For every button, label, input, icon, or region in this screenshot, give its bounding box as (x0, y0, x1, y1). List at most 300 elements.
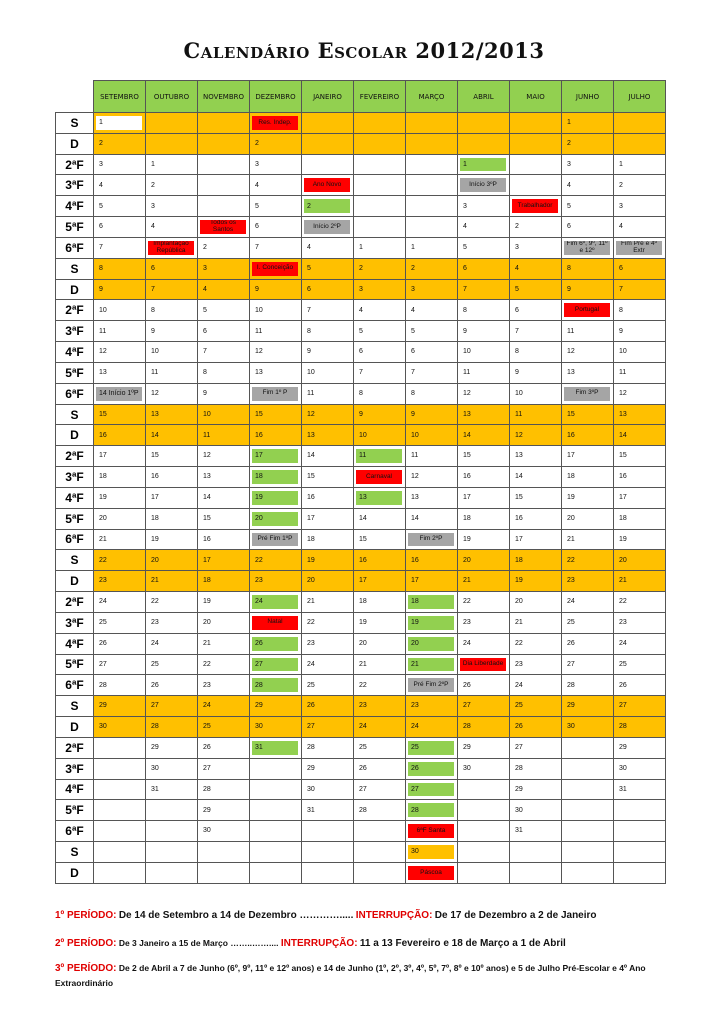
day-cell (458, 862, 510, 883)
day-cell (458, 196, 510, 217)
day-cell (614, 862, 666, 883)
day-cell (146, 154, 198, 175)
day-number: 16 (515, 514, 523, 522)
day-number: 24 (463, 639, 471, 647)
day-cell (198, 258, 250, 279)
day-number: 2 (411, 265, 415, 273)
weekday-label: 3ªF (56, 175, 94, 196)
day-cell (198, 841, 250, 862)
day-number: 25 (408, 741, 454, 755)
day-cell (94, 612, 146, 633)
day-number: 30 (567, 723, 575, 731)
day-cell (562, 592, 614, 613)
calendar-body (56, 113, 666, 884)
day-number: 20 (359, 639, 367, 647)
calendar-row (56, 487, 666, 508)
day-number: 29 (99, 702, 107, 710)
day-number: 20 (99, 514, 107, 522)
day-cell (146, 362, 198, 383)
calendar-row (56, 175, 666, 196)
day-number: 7 (359, 369, 363, 377)
event-label: I. Conceição (252, 262, 298, 276)
day-number: 12 (255, 348, 263, 356)
day-number: 26 (567, 639, 575, 647)
day-number: 12 (203, 452, 211, 460)
day-number: 22 (515, 639, 523, 647)
day-cell (302, 113, 354, 134)
day-cell (406, 821, 458, 842)
day-cell (354, 654, 406, 675)
day-number: 20 (463, 556, 471, 564)
calendar-row (56, 571, 666, 592)
day-cell (250, 675, 302, 696)
day-number: 18 (515, 556, 523, 564)
day-cell (354, 487, 406, 508)
day-cell (406, 758, 458, 779)
day-cell (614, 196, 666, 217)
event-label: Fim 3ºP (564, 387, 610, 401)
day-cell (562, 862, 614, 883)
day-number: 18 (463, 514, 471, 522)
day-cell (406, 592, 458, 613)
day-cell (198, 113, 250, 134)
day-cell (510, 737, 562, 758)
event-label: Trabalhador (512, 199, 558, 213)
day-cell (510, 550, 562, 571)
day-number: 7 (255, 244, 259, 252)
day-cell (510, 446, 562, 467)
day-cell (198, 362, 250, 383)
day-number: 9 (463, 327, 467, 335)
day-cell (354, 133, 406, 154)
day-number: 30 (255, 723, 263, 731)
day-cell (250, 217, 302, 238)
day-cell (614, 425, 666, 446)
day-cell (354, 550, 406, 571)
day-number: 22 (151, 598, 159, 606)
day-number: 28 (463, 723, 471, 731)
day-cell (302, 321, 354, 342)
day-cell (94, 571, 146, 592)
day-cell (510, 862, 562, 883)
day-cell (146, 279, 198, 300)
day-cell (458, 467, 510, 488)
day-cell (510, 758, 562, 779)
day-cell (510, 300, 562, 321)
event-label: Implantação República (148, 241, 194, 255)
day-cell (198, 696, 250, 717)
day-cell (406, 133, 458, 154)
calendar-row (56, 321, 666, 342)
day-cell (302, 654, 354, 675)
day-cell (562, 425, 614, 446)
day-number: 24 (151, 639, 159, 647)
day-number: 23 (515, 660, 523, 668)
day-number: 2 (359, 265, 363, 273)
day-cell (614, 467, 666, 488)
day-number: 27 (252, 658, 298, 672)
day-number: 18 (307, 535, 315, 543)
day-number: 29 (307, 764, 315, 772)
day-number: 3 (515, 244, 519, 252)
day-cell (250, 342, 302, 363)
day-number: 9 (567, 285, 571, 293)
day-number: 12 (515, 431, 523, 439)
weekday-label: 6ªF (56, 383, 94, 404)
day-cell (562, 654, 614, 675)
day-cell (354, 342, 406, 363)
day-number: 21 (151, 577, 159, 585)
day-cell (510, 258, 562, 279)
day-number: 1 (359, 244, 363, 252)
day-cell (146, 467, 198, 488)
day-cell (510, 841, 562, 862)
day-cell (406, 175, 458, 196)
day-cell (354, 446, 406, 467)
footer-period-2 (55, 938, 655, 949)
day-cell (614, 779, 666, 800)
day-cell (198, 717, 250, 738)
day-number: 31 (252, 741, 298, 755)
day-number: 28 (567, 681, 575, 689)
day-cell (614, 800, 666, 821)
day-number: 25 (203, 723, 211, 731)
weekday-label: 5ªF (56, 654, 94, 675)
weekday-label: 3ªF (56, 612, 94, 633)
day-cell (510, 717, 562, 738)
day-number: 24 (515, 681, 523, 689)
day-cell (614, 175, 666, 196)
day-number: 17 (463, 494, 471, 502)
day-number: 14 (463, 431, 471, 439)
day-cell (510, 217, 562, 238)
day-cell (406, 217, 458, 238)
day-number: 24 (252, 595, 298, 609)
day-cell (562, 300, 614, 321)
weekday-label: 2ªF (56, 737, 94, 758)
day-cell (510, 425, 562, 446)
month-header: SETEMBRO (94, 81, 146, 113)
day-cell (146, 404, 198, 425)
day-cell (94, 404, 146, 425)
day-cell (562, 113, 614, 134)
day-cell (562, 279, 614, 300)
day-cell (458, 342, 510, 363)
day-number: 7 (463, 285, 467, 293)
day-number: 28 (359, 806, 367, 814)
day-number: 10 (359, 431, 367, 439)
day-number: 24 (567, 598, 575, 606)
day-number: 14 (307, 452, 315, 460)
day-cell (354, 821, 406, 842)
calendar-row (56, 467, 666, 488)
day-number: 26 (307, 702, 315, 710)
day-cell (354, 612, 406, 633)
day-number: 26 (359, 764, 367, 772)
day-number: 17 (619, 494, 627, 502)
weekday-label: S (56, 404, 94, 425)
day-cell (94, 529, 146, 550)
day-cell (198, 737, 250, 758)
day-cell (146, 571, 198, 592)
day-number: 8 (411, 390, 415, 397)
calendar-row (56, 800, 666, 821)
day-cell (146, 446, 198, 467)
day-cell (198, 779, 250, 800)
day-cell (614, 612, 666, 633)
interruption-2-text: 11 a 13 Fevereiro e 18 de Março a 1 de Abril (359, 938, 566, 949)
day-cell (458, 821, 510, 842)
day-cell (458, 487, 510, 508)
day-number: 5 (203, 306, 207, 314)
day-cell (614, 758, 666, 779)
day-number: 17 (203, 556, 211, 564)
day-number: 21 (307, 598, 315, 606)
day-number: 30 (151, 764, 159, 772)
weekday-label: 6ªF (56, 821, 94, 842)
day-cell (510, 696, 562, 717)
day-cell (198, 217, 250, 238)
day-cell (302, 342, 354, 363)
day-cell (562, 841, 614, 862)
day-number: 5 (567, 202, 571, 210)
weekday-label: 3ªF (56, 321, 94, 342)
calendar-table (55, 80, 666, 884)
day-cell (94, 154, 146, 175)
day-cell (562, 133, 614, 154)
day-cell (198, 862, 250, 883)
weekday-label: 6ªF (56, 675, 94, 696)
month-header: FEVEREIRO (354, 81, 406, 113)
day-number: 9 (515, 369, 519, 377)
day-number: 18 (99, 473, 107, 481)
day-number: 4 (255, 181, 259, 189)
calendar-row (56, 113, 666, 134)
day-number: 20 (252, 512, 298, 526)
day-cell (614, 133, 666, 154)
day-number: 4 (359, 306, 363, 314)
calendar-row (56, 841, 666, 862)
day-number: 19 (359, 619, 367, 627)
day-number: 14 (515, 473, 523, 481)
day-cell (302, 133, 354, 154)
day-number: 16 (567, 431, 575, 439)
day-number: 23 (619, 619, 627, 627)
day-cell (302, 175, 354, 196)
day-number: 27 (359, 785, 367, 793)
weekday-label: 5ªF (56, 508, 94, 529)
day-number: 11 (255, 327, 263, 335)
day-number: 20 (408, 637, 454, 651)
day-number: 28 (252, 678, 298, 692)
day-number: 22 (619, 598, 627, 606)
weekday-label: D (56, 717, 94, 738)
day-number: 23 (359, 702, 367, 710)
day-cell (250, 279, 302, 300)
day-cell (406, 342, 458, 363)
day-cell (146, 821, 198, 842)
day-cell (458, 696, 510, 717)
day-number: 10 (255, 306, 263, 314)
day-cell (354, 592, 406, 613)
day-number: 15 (619, 452, 627, 460)
day-cell (562, 487, 614, 508)
day-cell (406, 696, 458, 717)
day-cell (146, 529, 198, 550)
day-cell (458, 362, 510, 383)
weekday-label: 4ªF (56, 487, 94, 508)
calendar-row (56, 133, 666, 154)
day-number: 18 (252, 470, 298, 484)
period-1-text: De 14 de Setembro a 14 de Dezembro …………..... (118, 910, 354, 921)
day-cell (354, 237, 406, 258)
day-cell (250, 237, 302, 258)
day-number: 13 (307, 431, 315, 439)
day-cell (146, 717, 198, 738)
day-cell (302, 446, 354, 467)
day-cell (510, 487, 562, 508)
day-number: 14 (151, 431, 159, 439)
day-number: 6 (619, 265, 623, 273)
day-number: 13 (203, 473, 211, 481)
day-number: 28 (203, 785, 211, 793)
day-cell (562, 571, 614, 592)
day-cell (146, 696, 198, 717)
footer-period-1 (55, 910, 655, 921)
day-cell (510, 404, 562, 425)
day-cell (198, 800, 250, 821)
day-number: 16 (151, 473, 159, 481)
day-number: 17 (359, 577, 367, 585)
day-number: 28 (515, 764, 523, 772)
day-number: 9 (359, 410, 363, 418)
day-cell (510, 675, 562, 696)
day-cell (198, 237, 250, 258)
day-number: 30 (619, 764, 627, 772)
day-cell (562, 550, 614, 571)
day-cell (406, 717, 458, 738)
day-cell (198, 675, 250, 696)
day-number: 11 (203, 431, 211, 439)
day-cell (406, 841, 458, 862)
day-cell (458, 154, 510, 175)
day-cell (94, 237, 146, 258)
day-cell (250, 821, 302, 842)
day-cell (250, 717, 302, 738)
day-cell (198, 404, 250, 425)
day-number: 30 (408, 845, 454, 859)
day-cell (458, 571, 510, 592)
day-cell (458, 217, 510, 238)
day-cell (406, 779, 458, 800)
day-cell (250, 529, 302, 550)
day-cell (302, 237, 354, 258)
day-number: 22 (255, 556, 263, 564)
day-cell (406, 362, 458, 383)
day-number: 20 (619, 556, 627, 564)
day-cell (406, 279, 458, 300)
day-cell (94, 383, 146, 404)
day-number: 5 (99, 202, 103, 210)
day-number: 25 (567, 619, 575, 627)
day-cell (562, 342, 614, 363)
day-cell (94, 133, 146, 154)
weekday-label: 5ªF (56, 362, 94, 383)
day-number: 21 (203, 639, 211, 647)
calendar-row (56, 758, 666, 779)
day-number: 6 (203, 327, 207, 335)
day-number: 21 (99, 535, 107, 543)
day-cell (458, 133, 510, 154)
day-number: 19 (151, 535, 159, 543)
day-number: 21 (359, 660, 367, 668)
day-number: 25 (99, 619, 107, 627)
day-cell (562, 612, 614, 633)
day-cell (354, 467, 406, 488)
day-number: 17 (252, 449, 298, 463)
day-number: 1 (564, 116, 610, 130)
day-cell (94, 175, 146, 196)
day-number: 15 (255, 410, 263, 418)
weekday-label: 4ªF (56, 633, 94, 654)
day-cell (146, 383, 198, 404)
day-cell (458, 404, 510, 425)
day-cell (510, 133, 562, 154)
day-number: 13 (515, 452, 523, 460)
day-number: 25 (619, 660, 627, 668)
day-cell (146, 862, 198, 883)
day-number: 8 (203, 369, 207, 377)
day-number: 19 (307, 556, 315, 564)
interruption-2-label: INTERRUPÇÃO: (280, 938, 358, 949)
day-number: 8 (151, 306, 155, 314)
month-header: DEZEMBRO (250, 81, 302, 113)
day-number: 12 (99, 348, 107, 356)
day-number: 11 (356, 449, 402, 463)
day-cell (302, 592, 354, 613)
day-cell (146, 258, 198, 279)
day-number: 9 (307, 348, 311, 356)
day-cell (250, 175, 302, 196)
weekday-label: D (56, 133, 94, 154)
day-cell (354, 113, 406, 134)
day-number: 24 (619, 639, 627, 647)
day-number: 16 (619, 473, 627, 481)
day-cell (146, 550, 198, 571)
day-cell (250, 800, 302, 821)
day-cell (146, 425, 198, 446)
day-cell (198, 196, 250, 217)
day-number: 30 (203, 827, 211, 835)
day-number: 28 (619, 723, 627, 731)
day-cell (458, 841, 510, 862)
day-cell (406, 529, 458, 550)
day-cell (94, 717, 146, 738)
day-cell (250, 779, 302, 800)
day-cell (302, 862, 354, 883)
day-number: 14 (411, 514, 419, 522)
day-cell (354, 383, 406, 404)
day-cell (198, 467, 250, 488)
day-cell (250, 258, 302, 279)
day-number: 6 (411, 348, 415, 356)
day-number: 6 (359, 348, 363, 356)
day-number: 17 (151, 494, 159, 502)
day-number: 30 (463, 764, 471, 772)
day-number: 27 (619, 702, 627, 710)
event-label: Carnaval (356, 470, 402, 484)
day-number: 16 (411, 556, 419, 564)
